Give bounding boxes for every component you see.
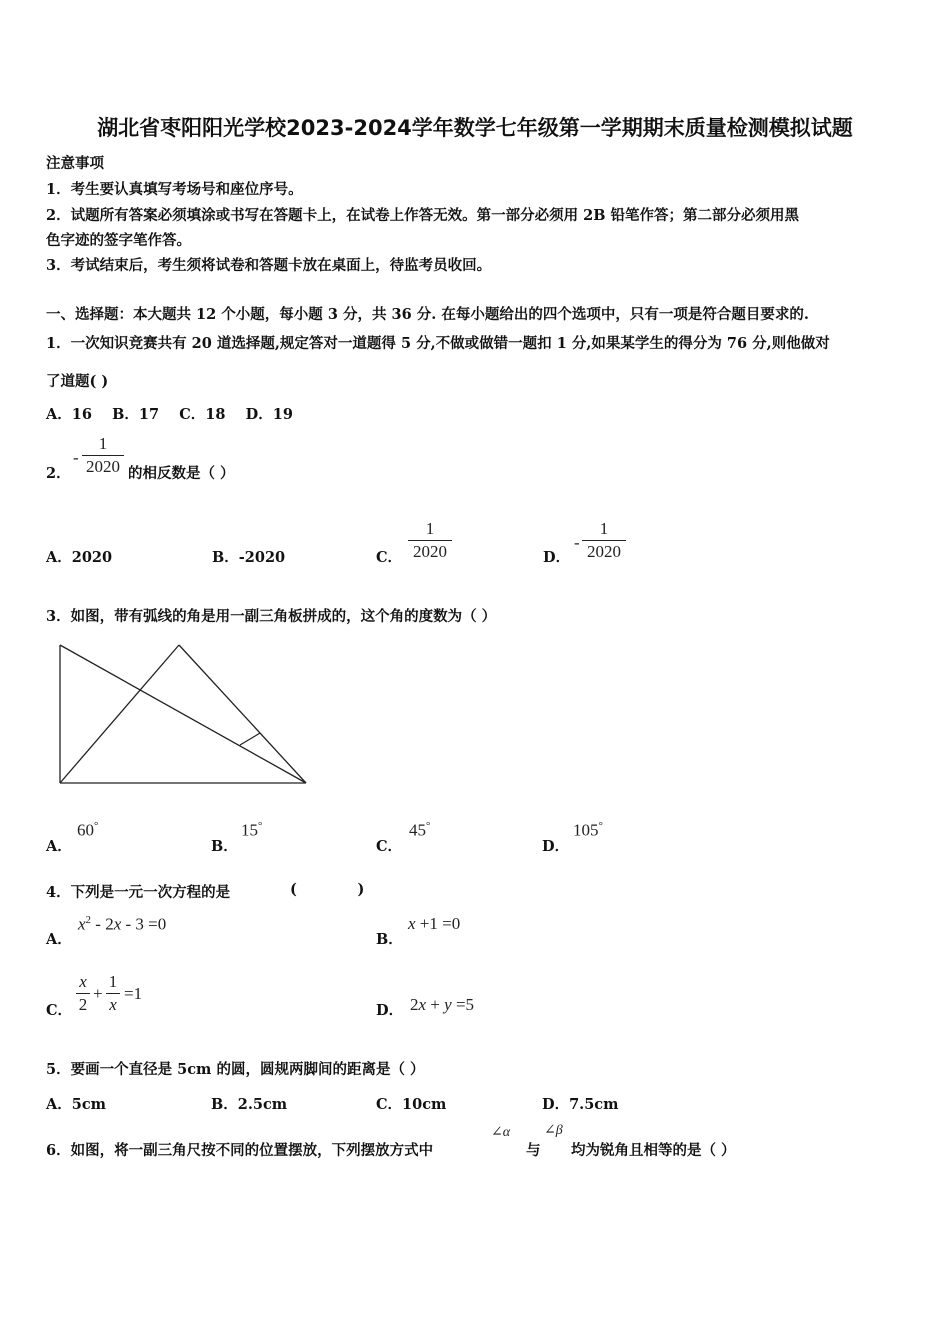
notice-heading: 注意事项: [46, 155, 104, 172]
notice-item: 色字迹的签字笔作答。: [46, 232, 191, 249]
fraction-bar: [582, 540, 626, 541]
angle-arc: [240, 733, 260, 745]
variable: x: [113, 914, 122, 934]
degree-symbol: °: [94, 820, 99, 832]
q1-stem: 1．一次知识竞赛共有 20 道选择题,规定答对一道题得 5 分,不做或做错一题扣 1 分,如果某学生的得分为 76 分,则他做对: [46, 335, 830, 352]
q4-option-a-label: A．: [46, 931, 72, 948]
q2-option-c-label: C．: [376, 549, 403, 566]
q3-option-d-label: D．: [542, 838, 570, 855]
term: +1 =0: [415, 914, 461, 933]
fraction-bar: [82, 455, 124, 456]
degree-symbol: °: [258, 820, 263, 832]
coefficient: 2: [410, 995, 419, 1014]
q1-stem-cont: 了道题( ): [46, 373, 109, 390]
figure-edge: [179, 645, 306, 783]
q3-option-c-value: [409, 820, 430, 841]
degree-symbol: °: [426, 820, 431, 832]
degree-symbol: °: [598, 820, 603, 832]
q2-option-d-minus: -: [574, 533, 580, 552]
q5-stem: 5．要画一个直径是 5cm 的圆，圆规两脚间的距离是（ ）: [46, 1061, 425, 1078]
q2-minus: -: [73, 448, 79, 467]
operator: +: [426, 995, 445, 1014]
q1-options: A．16 B．17 C．18 D．19: [46, 406, 293, 423]
section-heading: 一、选择题：本大题共 12 个小题，每小题 3 分，共 36 分. 在每小题给出的四个选项中，只有一项是符合题目要求的.: [46, 306, 809, 323]
denominator: 2020: [587, 542, 621, 561]
q4-option-c-fraction-1: [76, 972, 90, 1015]
notice-item: 3．考试结束后，考生须将试卷和答题卡放在桌面上，待监考员收回。: [46, 257, 492, 274]
q2-option-c-fraction: [408, 519, 452, 562]
q4-option-b-equation: [408, 914, 460, 934]
q4-answer-paren: ( ): [290, 881, 365, 898]
q4-option-c-plus: +: [93, 984, 103, 1003]
q3-option-d-value: [573, 820, 603, 841]
variable: x: [78, 914, 86, 934]
q2-numerator: 1: [98, 434, 108, 453]
denominator: x: [109, 995, 117, 1014]
q4-option-c-label: C．: [46, 1002, 73, 1019]
denominator: 2020: [413, 542, 447, 561]
q2-number: 2．: [46, 465, 71, 482]
q4-option-d-equation: [410, 995, 474, 1015]
figure-edge: [60, 645, 179, 783]
value: 15: [241, 820, 258, 840]
q6-angle-alpha: ∠α: [491, 1125, 511, 1140]
q4-option-c-equals: =1: [124, 984, 143, 1003]
q4-option-b-label: B．: [376, 931, 403, 948]
variable: x: [418, 995, 427, 1014]
exponent: 2: [85, 914, 92, 926]
q3-option-c-label: C．: [376, 838, 403, 855]
q6-stem-part2: 与: [526, 1142, 541, 1159]
q2-option-d-fraction: [582, 519, 626, 562]
q2-option-d-label: D．: [543, 549, 571, 566]
q6-angle-beta: ∠β: [544, 1123, 563, 1138]
q3-option-a-label: A．: [46, 838, 72, 855]
term: - 2: [91, 914, 114, 934]
numerator: 1: [599, 519, 609, 538]
denominator: 2: [78, 995, 88, 1014]
numerator: 1: [108, 972, 118, 991]
q3-option-b-value: [241, 820, 262, 841]
numerator: x: [79, 972, 87, 991]
q4-option-c-fraction-2: [106, 972, 120, 1015]
term: =5: [451, 995, 475, 1014]
notice-item: 2．试题所有答案必须填涂或书写在答题卡上，在试卷上作答无效。第一部分必须用 2B 铅笔作答；第二部分必须用黑: [46, 207, 800, 224]
variable: x: [408, 914, 416, 933]
q5-option-a: A．5cm: [46, 1096, 107, 1113]
q3-stem: 3．如图，带有弧线的角是用一副三角板拼成的，这个角的度数为（ ）: [46, 608, 497, 625]
page-title: 湖北省枣阳阳光学校2023-2024学年数学七年级第一学期期末质量检测模拟试题: [97, 116, 853, 140]
q5-option-c: C．10cm: [376, 1096, 447, 1113]
q4-stem: 4．下列是一元一次方程的是: [46, 884, 231, 901]
triangle-set-figure: [50, 638, 320, 793]
term: - 3 =0: [121, 914, 167, 934]
value: 45: [409, 820, 426, 840]
value: 60: [77, 820, 94, 840]
q5-option-b: B．2.5cm: [211, 1096, 288, 1113]
q2-stem: 的相反数是（ ）: [128, 465, 235, 482]
variable: y: [444, 995, 452, 1014]
numerator: 1: [425, 519, 435, 538]
q2-fraction: [82, 434, 124, 477]
q2-denominator: 2020: [86, 457, 120, 476]
fraction-bar: [408, 540, 452, 541]
fraction-bar: [106, 993, 120, 994]
notice-item: 1．考生要认真填写考场号和座位序号。: [46, 181, 303, 198]
q6-stem-part1: 6．如图，将一副三角尺按不同的位置摆放，下列摆放方式中: [46, 1142, 434, 1159]
q2-option-b: B．-2020: [212, 549, 286, 566]
q6-stem-part3: 均为锐角且相等的是（ ）: [571, 1142, 736, 1159]
q4-option-a-equation: [78, 914, 166, 935]
q3-option-a-value: [77, 820, 98, 841]
q2-option-a: A．2020: [46, 549, 113, 566]
value: 105: [573, 820, 599, 840]
q4-option-d-label: D．: [376, 1002, 404, 1019]
q3-option-b-label: B．: [211, 838, 238, 855]
figure-edge: [60, 645, 306, 783]
fraction-bar: [76, 993, 90, 994]
q5-option-d: D．7.5cm: [542, 1096, 619, 1113]
